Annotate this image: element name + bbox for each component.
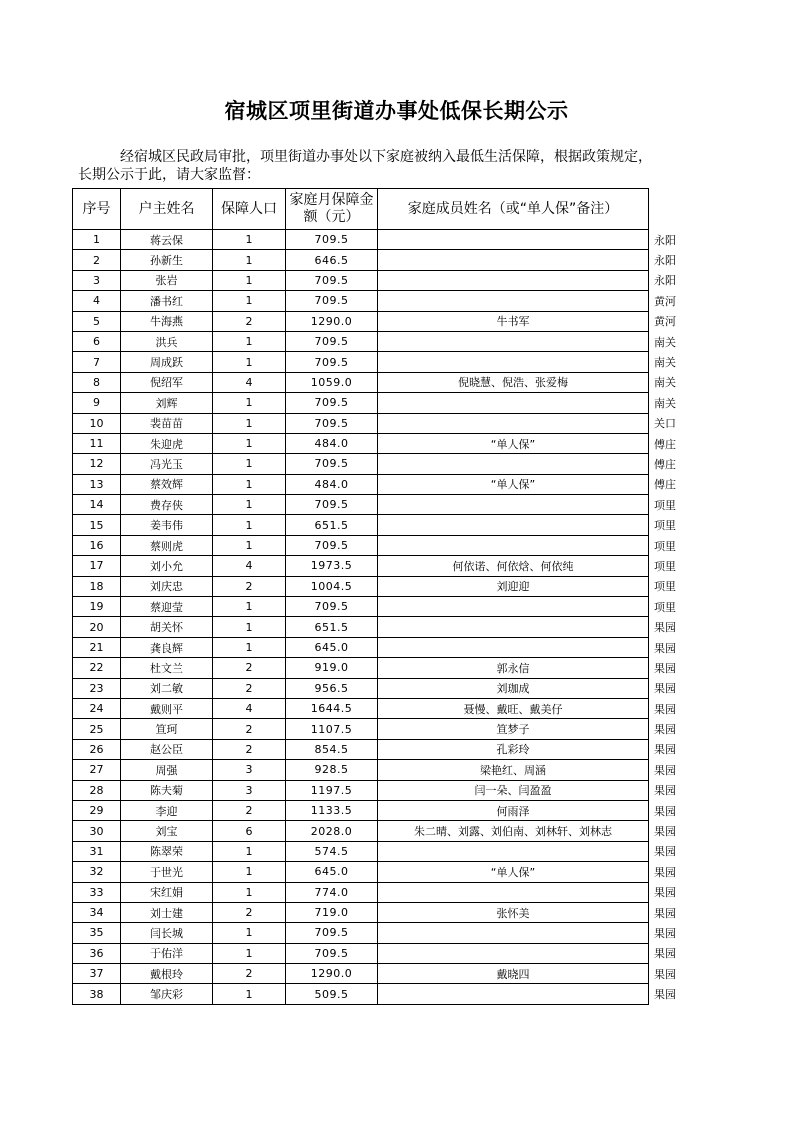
cell-area: 南关 xyxy=(649,393,693,413)
cell-index: 16 xyxy=(73,535,121,555)
cell-area: 南关 xyxy=(649,352,693,372)
cell-head-name: 裴苗苗 xyxy=(121,413,213,433)
cell-amount: 709.5 xyxy=(286,331,378,351)
cell-index: 3 xyxy=(73,270,121,290)
cell-area: 果园 xyxy=(649,739,693,759)
cell-members xyxy=(378,637,649,657)
cell-index: 32 xyxy=(73,862,121,882)
table-row xyxy=(73,454,693,474)
cell-count: 1 xyxy=(213,882,286,902)
table-row xyxy=(73,698,693,718)
cell-amount: 709.5 xyxy=(286,495,378,515)
col-header-index: 序号 xyxy=(73,189,121,230)
page-title: 宿城区项里街道办事处低保长期公示 xyxy=(224,98,569,123)
cell-amount: 1973.5 xyxy=(286,556,378,576)
cell-amount: 651.5 xyxy=(286,515,378,535)
cell-area: 果园 xyxy=(649,862,693,882)
cell-members xyxy=(378,250,649,270)
table-row xyxy=(73,311,693,331)
cell-amount: 645.0 xyxy=(286,862,378,882)
table-row xyxy=(73,760,693,780)
cell-members: 牛书军 xyxy=(378,311,649,331)
cell-area: 项里 xyxy=(649,556,693,576)
table-row xyxy=(73,250,693,270)
cell-members xyxy=(378,291,649,311)
table-row xyxy=(73,780,693,800)
cell-members xyxy=(378,230,649,250)
cell-area: 永阳 xyxy=(649,270,693,290)
table-row xyxy=(73,515,693,535)
cell-count: 1 xyxy=(213,352,286,372)
cell-head-name: 刘小允 xyxy=(121,556,213,576)
cell-head-name: 刘士建 xyxy=(121,902,213,922)
cell-amount: 1059.0 xyxy=(286,372,378,392)
cell-amount: 774.0 xyxy=(286,882,378,902)
table-row xyxy=(73,862,693,882)
cell-index: 17 xyxy=(73,556,121,576)
cell-count: 2 xyxy=(213,800,286,820)
cell-index: 19 xyxy=(73,597,121,617)
table-row xyxy=(73,331,693,351)
cell-count: 1 xyxy=(213,923,286,943)
cell-head-name: 潘书红 xyxy=(121,291,213,311)
cell-members xyxy=(378,617,649,637)
cell-index: 6 xyxy=(73,331,121,351)
cell-area: 果园 xyxy=(649,821,693,841)
cell-amount: 1197.5 xyxy=(286,780,378,800)
cell-index: 12 xyxy=(73,454,121,474)
cell-count: 1 xyxy=(213,474,286,494)
cell-index: 26 xyxy=(73,739,121,759)
cell-count: 1 xyxy=(213,413,286,433)
cell-count: 1 xyxy=(213,862,286,882)
cell-count: 1 xyxy=(213,393,286,413)
cell-members: 郭永信 xyxy=(378,658,649,678)
cell-index: 36 xyxy=(73,943,121,963)
cell-area: 果园 xyxy=(649,882,693,902)
cell-amount: 709.5 xyxy=(286,393,378,413)
cell-head-name: 周成跃 xyxy=(121,352,213,372)
cell-head-name: 孙新生 xyxy=(121,250,213,270)
cell-count: 2 xyxy=(213,739,286,759)
cell-count: 1 xyxy=(213,250,286,270)
cell-count: 4 xyxy=(213,372,286,392)
cell-head-name: 刘宝 xyxy=(121,821,213,841)
cell-head-name: 张岩 xyxy=(121,270,213,290)
cell-index: 37 xyxy=(73,964,121,984)
table-header-row xyxy=(73,189,693,230)
table-row xyxy=(73,576,693,596)
cell-members xyxy=(378,841,649,861)
cell-index: 22 xyxy=(73,658,121,678)
cell-members: 张怀美 xyxy=(378,902,649,922)
table-row xyxy=(73,841,693,861)
cell-members xyxy=(378,882,649,902)
cell-members xyxy=(378,984,649,1004)
cell-index: 9 xyxy=(73,393,121,413)
cell-area: 果园 xyxy=(649,800,693,820)
cell-area: 果园 xyxy=(649,780,693,800)
cell-area: 果园 xyxy=(649,943,693,963)
table-row xyxy=(73,678,693,698)
cell-members: 聂慢、戴旺、戴美仔 xyxy=(378,698,649,718)
cell-count: 1 xyxy=(213,454,286,474)
cell-index: 14 xyxy=(73,495,121,515)
table-row xyxy=(73,739,693,759)
cell-area: 南关 xyxy=(649,372,693,392)
cell-area: 项里 xyxy=(649,535,693,555)
cell-index: 29 xyxy=(73,800,121,820)
cell-members xyxy=(378,495,649,515)
cell-amount: 1004.5 xyxy=(286,576,378,596)
cell-amount: 928.5 xyxy=(286,760,378,780)
cell-head-name: 蒋云保 xyxy=(121,230,213,250)
cell-head-name: 蔡则虎 xyxy=(121,535,213,555)
table-row xyxy=(73,800,693,820)
cell-count: 1 xyxy=(213,943,286,963)
cell-members xyxy=(378,923,649,943)
cell-head-name: 刘庆忠 xyxy=(121,576,213,596)
cell-count: 1 xyxy=(213,230,286,250)
cell-index: 11 xyxy=(73,433,121,453)
intro-paragraph: 经宿城区民政局审批，项里街道办事处以下家庭被纳入最低生活保障，根据政策规定，长期公示于此，请大家监督： xyxy=(78,149,652,183)
cell-index: 5 xyxy=(73,311,121,331)
cell-head-name: 笪珂 xyxy=(121,719,213,739)
cell-head-name: 戴根玲 xyxy=(121,964,213,984)
table-row xyxy=(73,270,693,290)
cell-count: 1 xyxy=(213,841,286,861)
cell-amount: 709.5 xyxy=(286,230,378,250)
cell-members xyxy=(378,352,649,372)
cell-head-name: 蔡迎莹 xyxy=(121,597,213,617)
cell-head-name: 杜文兰 xyxy=(121,658,213,678)
cell-index: 27 xyxy=(73,760,121,780)
cell-amount: 709.5 xyxy=(286,352,378,372)
cell-head-name: 刘二敏 xyxy=(121,678,213,698)
cell-index: 33 xyxy=(73,882,121,902)
cell-index: 25 xyxy=(73,719,121,739)
cell-members xyxy=(378,535,649,555)
cell-members: 倪晓慧、倪浩、张爱梅 xyxy=(378,372,649,392)
cell-count: 2 xyxy=(213,311,286,331)
cell-amount: 854.5 xyxy=(286,739,378,759)
cell-area: 项里 xyxy=(649,495,693,515)
cell-amount: 509.5 xyxy=(286,984,378,1004)
cell-head-name: 陈夫菊 xyxy=(121,780,213,800)
cell-count: 1 xyxy=(213,597,286,617)
cell-amount: 1644.5 xyxy=(286,698,378,718)
col-header-amount: 家庭月保障金额（元） xyxy=(286,189,378,230)
cell-count: 4 xyxy=(213,556,286,576)
cell-members: 刘珈成 xyxy=(378,678,649,698)
cell-amount: 1290.0 xyxy=(286,311,378,331)
cell-count: 2 xyxy=(213,576,286,596)
cell-members: 何雨泽 xyxy=(378,800,649,820)
cell-area: 果园 xyxy=(649,760,693,780)
cell-members xyxy=(378,943,649,963)
cell-index: 38 xyxy=(73,984,121,1004)
cell-count: 1 xyxy=(213,617,286,637)
cell-count: 2 xyxy=(213,902,286,922)
cell-head-name: 洪兵 xyxy=(121,331,213,351)
cell-count: 2 xyxy=(213,719,286,739)
cell-members: 刘迎迎 xyxy=(378,576,649,596)
cell-head-name: 胡关怀 xyxy=(121,617,213,637)
cell-amount: 1107.5 xyxy=(286,719,378,739)
cell-index: 2 xyxy=(73,250,121,270)
table-row xyxy=(73,923,693,943)
cell-head-name: 李迎 xyxy=(121,800,213,820)
cell-count: 1 xyxy=(213,291,286,311)
table-row xyxy=(73,617,693,637)
cell-index: 23 xyxy=(73,678,121,698)
cell-count: 1 xyxy=(213,535,286,555)
table-row xyxy=(73,964,693,984)
table-row xyxy=(73,556,693,576)
cell-index: 28 xyxy=(73,780,121,800)
cell-index: 10 xyxy=(73,413,121,433)
cell-area: 果园 xyxy=(649,902,693,922)
cell-count: 3 xyxy=(213,760,286,780)
cell-head-name: 牛海燕 xyxy=(121,311,213,331)
table-row xyxy=(73,719,693,739)
cell-head-name: 倪绍军 xyxy=(121,372,213,392)
cell-members: 梁艳红、周涵 xyxy=(378,760,649,780)
cell-count: 3 xyxy=(213,780,286,800)
cell-head-name: 赵公臣 xyxy=(121,739,213,759)
cell-head-name: 陈翠荣 xyxy=(121,841,213,861)
table-row xyxy=(73,372,693,392)
cell-amount: 484.0 xyxy=(286,433,378,453)
cell-amount: 709.5 xyxy=(286,597,378,617)
cell-members xyxy=(378,515,649,535)
cell-count: 1 xyxy=(213,270,286,290)
cell-count: 4 xyxy=(213,698,286,718)
cell-index: 15 xyxy=(73,515,121,535)
cell-members xyxy=(378,454,649,474)
subsistence-table xyxy=(72,188,693,1005)
table-row xyxy=(73,637,693,657)
cell-head-name: 刘辉 xyxy=(121,393,213,413)
cell-count: 2 xyxy=(213,964,286,984)
table-row xyxy=(73,821,693,841)
cell-area: 果园 xyxy=(649,841,693,861)
cell-head-name: 于佑洋 xyxy=(121,943,213,963)
table-row xyxy=(73,984,693,1004)
cell-head-name: 于世光 xyxy=(121,862,213,882)
table-row xyxy=(73,597,693,617)
cell-area: 果园 xyxy=(649,719,693,739)
cell-members xyxy=(378,331,649,351)
cell-amount: 709.5 xyxy=(286,454,378,474)
col-header-count: 保障人口 xyxy=(213,189,286,230)
cell-area: 项里 xyxy=(649,597,693,617)
cell-members: 何依诺、何依焓、何依纯 xyxy=(378,556,649,576)
table-row xyxy=(73,291,693,311)
cell-index: 1 xyxy=(73,230,121,250)
cell-index: 18 xyxy=(73,576,121,596)
cell-count: 2 xyxy=(213,658,286,678)
cell-area: 傅庄 xyxy=(649,433,693,453)
cell-area: 南关 xyxy=(649,331,693,351)
cell-index: 31 xyxy=(73,841,121,861)
table-body xyxy=(73,230,693,1005)
cell-head-name: 姜韦伟 xyxy=(121,515,213,535)
cell-amount: 919.0 xyxy=(286,658,378,678)
cell-index: 35 xyxy=(73,923,121,943)
cell-area: 项里 xyxy=(649,576,693,596)
cell-amount: 484.0 xyxy=(286,474,378,494)
cell-members xyxy=(378,393,649,413)
cell-head-name: 宋红娟 xyxy=(121,882,213,902)
cell-members: “单人保” xyxy=(378,862,649,882)
cell-members: “单人保” xyxy=(378,474,649,494)
cell-area: 傅庄 xyxy=(649,454,693,474)
cell-area: 黄河 xyxy=(649,291,693,311)
cell-members xyxy=(378,413,649,433)
cell-amount: 709.5 xyxy=(286,413,378,433)
cell-index: 7 xyxy=(73,352,121,372)
cell-members: 笪梦子 xyxy=(378,719,649,739)
cell-amount: 709.5 xyxy=(286,270,378,290)
cell-members: “单人保” xyxy=(378,433,649,453)
cell-head-name: 邹庆彩 xyxy=(121,984,213,1004)
table-row xyxy=(73,230,693,250)
cell-index: 20 xyxy=(73,617,121,637)
table-row xyxy=(73,352,693,372)
cell-members xyxy=(378,270,649,290)
cell-head-name: 冯光玉 xyxy=(121,454,213,474)
cell-index: 30 xyxy=(73,821,121,841)
cell-members: 戴晓四 xyxy=(378,964,649,984)
cell-amount: 645.0 xyxy=(286,637,378,657)
cell-amount: 719.0 xyxy=(286,902,378,922)
cell-area: 果园 xyxy=(649,923,693,943)
cell-count: 1 xyxy=(213,637,286,657)
cell-amount: 709.5 xyxy=(286,291,378,311)
cell-count: 1 xyxy=(213,433,286,453)
cell-area: 果园 xyxy=(649,678,693,698)
cell-members: 孔彩玲 xyxy=(378,739,649,759)
cell-members: 闫一朵、闫盈盈 xyxy=(378,780,649,800)
table-row xyxy=(73,474,693,494)
col-header-head-name: 户主姓名 xyxy=(121,189,213,230)
cell-index: 34 xyxy=(73,902,121,922)
cell-index: 4 xyxy=(73,291,121,311)
cell-amount: 651.5 xyxy=(286,617,378,637)
cell-count: 1 xyxy=(213,331,286,351)
cell-area: 果园 xyxy=(649,617,693,637)
cell-count: 1 xyxy=(213,495,286,515)
table-row xyxy=(73,433,693,453)
cell-members: 朱二晴、刘露、刘伯南、刘林轩、刘林志 xyxy=(378,821,649,841)
cell-count: 1 xyxy=(213,984,286,1004)
table-row xyxy=(73,535,693,555)
cell-amount: 1290.0 xyxy=(286,964,378,984)
cell-amount: 709.5 xyxy=(286,923,378,943)
cell-index: 13 xyxy=(73,474,121,494)
table-row xyxy=(73,393,693,413)
col-header-members: 家庭成员姓名（或“单人保”备注） xyxy=(378,189,649,230)
cell-area: 果园 xyxy=(649,658,693,678)
cell-area: 傅庄 xyxy=(649,474,693,494)
cell-area: 果园 xyxy=(649,698,693,718)
cell-head-name: 蔡效辉 xyxy=(121,474,213,494)
cell-area: 黄河 xyxy=(649,311,693,331)
cell-head-name: 朱迎虎 xyxy=(121,433,213,453)
cell-area: 永阳 xyxy=(649,230,693,250)
table-row xyxy=(73,495,693,515)
cell-area: 关口 xyxy=(649,413,693,433)
cell-members xyxy=(378,597,649,617)
cell-head-name: 费存侠 xyxy=(121,495,213,515)
cell-area: 永阳 xyxy=(649,250,693,270)
cell-index: 8 xyxy=(73,372,121,392)
table-row xyxy=(73,658,693,678)
cell-index: 24 xyxy=(73,698,121,718)
cell-amount: 709.5 xyxy=(286,535,378,555)
cell-count: 2 xyxy=(213,678,286,698)
cell-amount: 709.5 xyxy=(286,943,378,963)
cell-area: 果园 xyxy=(649,984,693,1004)
cell-amount: 956.5 xyxy=(286,678,378,698)
table-row xyxy=(73,902,693,922)
cell-amount: 646.5 xyxy=(286,250,378,270)
cell-head-name: 闫长城 xyxy=(121,923,213,943)
cell-area: 果园 xyxy=(649,637,693,657)
cell-head-name: 龚良辉 xyxy=(121,637,213,657)
cell-index: 21 xyxy=(73,637,121,657)
cell-area: 项里 xyxy=(649,515,693,535)
table-row xyxy=(73,943,693,963)
cell-area: 果园 xyxy=(649,964,693,984)
cell-amount: 2028.0 xyxy=(286,821,378,841)
cell-head-name: 戴则平 xyxy=(121,698,213,718)
table-row xyxy=(73,413,693,433)
cell-amount: 1133.5 xyxy=(286,800,378,820)
cell-count: 6 xyxy=(213,821,286,841)
col-header-area-blank xyxy=(649,189,693,230)
cell-amount: 574.5 xyxy=(286,841,378,861)
cell-head-name: 周强 xyxy=(121,760,213,780)
table-row xyxy=(73,882,693,902)
cell-count: 1 xyxy=(213,515,286,535)
